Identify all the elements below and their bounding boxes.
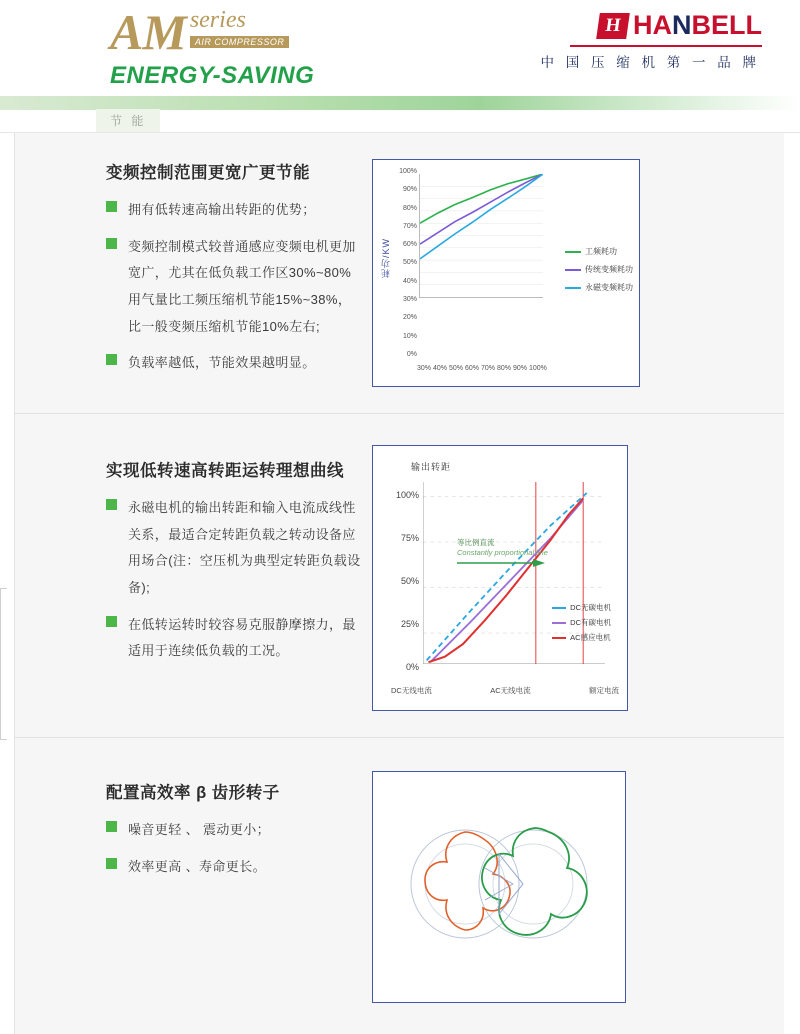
bullet-square-icon	[106, 201, 117, 212]
hanbell-mark-icon: H	[596, 13, 630, 39]
brand-series-wrap	[190, 8, 290, 50]
hanbell-chinese-slogan: 中 国 压 缩 机 第 一 品 牌	[540, 55, 760, 70]
chart-1-ytick: 0%	[406, 350, 417, 358]
chart-1-xtick: 80%	[497, 365, 512, 372]
chart-2-title: 输出转距	[411, 462, 452, 472]
brand-air-compressor-badge: AIR COMPRESSOR	[190, 36, 290, 48]
chart-1-xtick: 50%	[449, 365, 464, 372]
block-1-text	[14, 159, 362, 387]
legend-label: DC有碳电机	[570, 618, 611, 627]
chart-1-ylabel: 耗功/KW	[381, 238, 391, 278]
chart-1-ytick: 80%	[402, 204, 417, 212]
rotor-profile-drawing	[373, 772, 627, 1004]
chart-2-ytick: 25%	[400, 619, 419, 629]
chart-2-ytick: 75%	[400, 533, 419, 543]
chart-1-xtick: 70%	[481, 365, 496, 372]
chart-1-xtick: 90%	[513, 365, 528, 372]
hanbell-wordmark-part1: HA	[633, 10, 672, 40]
bullet-text: 负载率越低，节能效果越明显。	[128, 355, 316, 371]
chart-2-annotation-arrow-icon	[457, 558, 545, 568]
block-1-figure	[372, 159, 640, 387]
section-tab-label: 节 能	[96, 109, 160, 132]
legend-label: 传统变频耗功	[585, 265, 633, 274]
hanbell-wordmark	[633, 10, 762, 41]
chart-2-ytick: 50%	[400, 576, 419, 586]
chart-2-annotation-cn: 等比例直流	[457, 538, 495, 547]
left-rail	[0, 133, 15, 1034]
chart-2-ytick: 0%	[405, 662, 419, 672]
chart-1-ytick: 20%	[402, 314, 417, 322]
bullet-text: 噪音更轻 、 震动更小；	[128, 822, 271, 837]
bullet-square-icon	[106, 238, 117, 249]
legend-swatch-icon	[565, 287, 581, 289]
chart-1-ytick: 70%	[402, 222, 417, 230]
bullet-square-icon	[106, 821, 117, 832]
chart-2-legend	[552, 602, 611, 647]
legend-entry	[552, 632, 611, 643]
legend-swatch-icon	[552, 607, 566, 609]
list-item	[106, 495, 362, 602]
legend-label: 永磁变频耗功	[585, 283, 633, 292]
legend-entry	[552, 602, 611, 613]
list-item	[106, 612, 362, 665]
bullet-text: 在低转运转时较容易克服静摩擦力，最适用于连续低负载的工况。	[128, 616, 356, 659]
hanbell-wordmark-part2: N	[672, 10, 692, 40]
legend-label: DC无碳电机	[570, 603, 611, 612]
legend-label: AC感应电机	[570, 633, 611, 642]
block-1-bullets	[106, 197, 362, 377]
legend-entry	[565, 282, 633, 293]
hanbell-logo	[540, 10, 762, 71]
chart-1-ytick: 30%	[402, 296, 417, 304]
list-item	[106, 234, 362, 341]
legend-entry	[552, 617, 611, 628]
bullet-text: 变频控制模式较普通感应变频电机更加宽广，尤其在低负载工作区30%~80%用气量比工频压缩机节能15%~38%，比一般变频压缩机节能10%左右;	[128, 238, 356, 334]
beta-rotor-diagram	[372, 771, 626, 1003]
legend-entry	[565, 246, 633, 257]
chart-1-ytick: 60%	[402, 241, 417, 249]
brand-am-text: AM	[110, 3, 186, 60]
content-block-2	[14, 413, 784, 737]
brand-series-text: series	[189, 7, 246, 33]
page-header	[0, 0, 800, 96]
brand-logo	[110, 3, 315, 90]
chart-2-xlabel: 额定电流	[588, 686, 619, 695]
block-3-bullets	[106, 817, 362, 880]
green-accent-strip	[0, 96, 800, 110]
chart-1-ytick: 90%	[402, 186, 417, 194]
chart-2-xlabel: AC无线电流	[490, 686, 531, 695]
chart-2-yticks	[385, 490, 419, 672]
block-2-bullets	[106, 495, 362, 665]
legend-swatch-icon	[552, 637, 566, 639]
bullet-text: 永磁电机的输出转距和输入电流成线性关系，最适合定转距负载之转动设备应用场合(注：空压机为典型定转距负载设备);	[128, 500, 361, 595]
page-body	[0, 132, 800, 1034]
chart-1-yticks	[391, 168, 417, 358]
chart-1-plot	[419, 174, 543, 298]
hanbell-wordmark-part3: BELL	[691, 10, 762, 40]
energy-saving-tagline: ENERGY-SAVING	[110, 62, 315, 89]
block-3-text	[14, 771, 362, 890]
content-block-1	[14, 133, 784, 413]
list-item	[106, 817, 362, 844]
left-rail-notch	[0, 588, 7, 740]
content-blocks	[14, 133, 784, 1034]
legend-swatch-icon	[552, 622, 566, 624]
content-block-3	[14, 737, 784, 1029]
bullet-square-icon	[106, 858, 117, 869]
list-item	[106, 197, 362, 224]
chart-2-xlabel: DC无线电流	[391, 686, 432, 695]
block-3-figure	[372, 771, 626, 1003]
chart-1-ytick: 40%	[402, 277, 417, 285]
bullet-square-icon	[106, 354, 117, 365]
hanbell-logo-row	[540, 10, 762, 41]
block-2-figure	[372, 445, 628, 711]
energy-consumption-chart	[372, 159, 640, 387]
block-1-title: 变频控制范围更宽广更节能	[106, 164, 310, 182]
chart-1-ytick: 50%	[402, 259, 417, 267]
block-2-text	[14, 439, 362, 675]
list-item	[106, 350, 362, 377]
chart-2-ytick: 100%	[395, 490, 419, 500]
legend-entry	[565, 264, 633, 275]
bullet-square-icon	[106, 499, 117, 510]
chart-2-annotation-en: Constantly proportional line	[457, 548, 548, 558]
chart-1-xtick: 40%	[433, 365, 448, 372]
block-3-title: 配置高效率 β 齿形转子	[106, 784, 280, 802]
hanbell-divider	[570, 45, 762, 47]
block-2-title: 实现低转速高转距运转理想曲线	[106, 462, 344, 480]
legend-swatch-icon	[565, 251, 581, 253]
legend-label: 工频耗功	[585, 247, 617, 256]
bullet-square-icon	[106, 616, 117, 627]
chart-1-xtick: 100%	[529, 365, 547, 372]
chart-2-annotation	[457, 538, 548, 571]
chart-1-xticks	[417, 365, 547, 372]
chart-1-xtick: 30%	[417, 365, 432, 372]
legend-swatch-icon	[565, 269, 581, 271]
chart-1-legend	[565, 246, 633, 300]
bullet-text: 拥有低转速高输出转距的优势；	[128, 202, 316, 217]
chart-1-ytick: 100%	[399, 168, 417, 175]
torque-current-chart	[372, 445, 628, 711]
bullet-text: 效率更高 、寿命更长。	[128, 858, 267, 874]
section-tab	[0, 110, 800, 132]
chart-1-ytick: 10%	[402, 332, 417, 340]
chart-1-xtick: 60%	[465, 365, 480, 372]
chart-2-xlabels	[391, 685, 619, 696]
list-item	[106, 854, 362, 881]
right-rail	[784, 133, 800, 1034]
brand-logo-line	[110, 3, 314, 60]
